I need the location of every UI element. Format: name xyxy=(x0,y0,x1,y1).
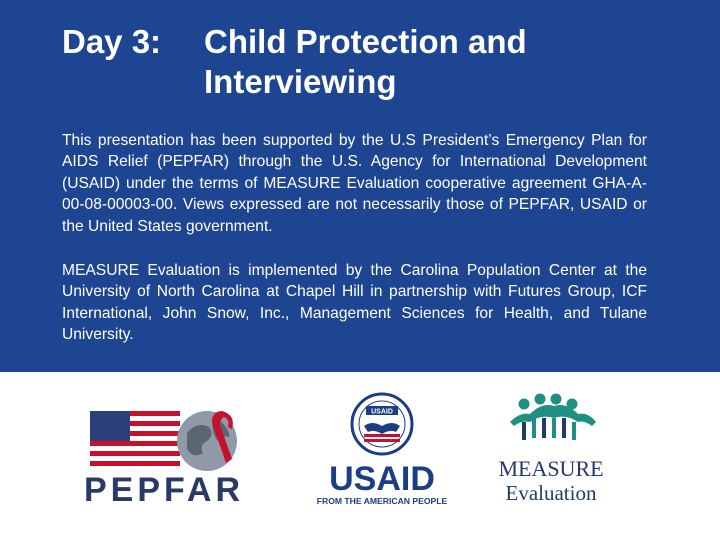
people-figures-icon xyxy=(510,394,596,441)
title-prefix: Day 3: xyxy=(62,23,162,60)
measure-wordmark: MEASURE xyxy=(498,456,604,481)
flag-globe-ribbon-icon xyxy=(90,411,237,471)
handshake-seal-icon xyxy=(352,394,412,454)
pepfar-logo xyxy=(82,405,262,505)
support-statement: This presentation has been supported by the U.S President’s Emergency Plan for AIDS Relief (PEPFAR) through the U.S. Agency for International Development (USAID) under the terms of MEASURE Evaluation cooperative agreement GHA-A-00-08-00003-00. Views expressed are not necessarily those of PEPFAR, USAID or the United States government. xyxy=(62,132,647,235)
pepfar-wordmark: PEPFAR xyxy=(84,471,245,505)
measure-logo xyxy=(488,392,614,508)
title-main: Child Protection and Interviewing xyxy=(204,23,527,100)
evaluation-wordmark: Evaluation xyxy=(505,481,597,505)
implementation-statement: MEASURE Evaluation is implemented by the Carolina Population Center at the University of North Carolina at Chapel Hill in partnership with Futures Group, ICF International, John Snow, Inc., Management Sciences for Health, and Tulane University. xyxy=(62,262,647,344)
usaid-seal-text: USAID xyxy=(371,408,393,416)
usaid-tagline: FROM THE AMERICAN PEOPLE xyxy=(316,496,448,506)
usaid-wordmark: USAID xyxy=(329,460,435,498)
usaid-logo xyxy=(312,390,452,510)
